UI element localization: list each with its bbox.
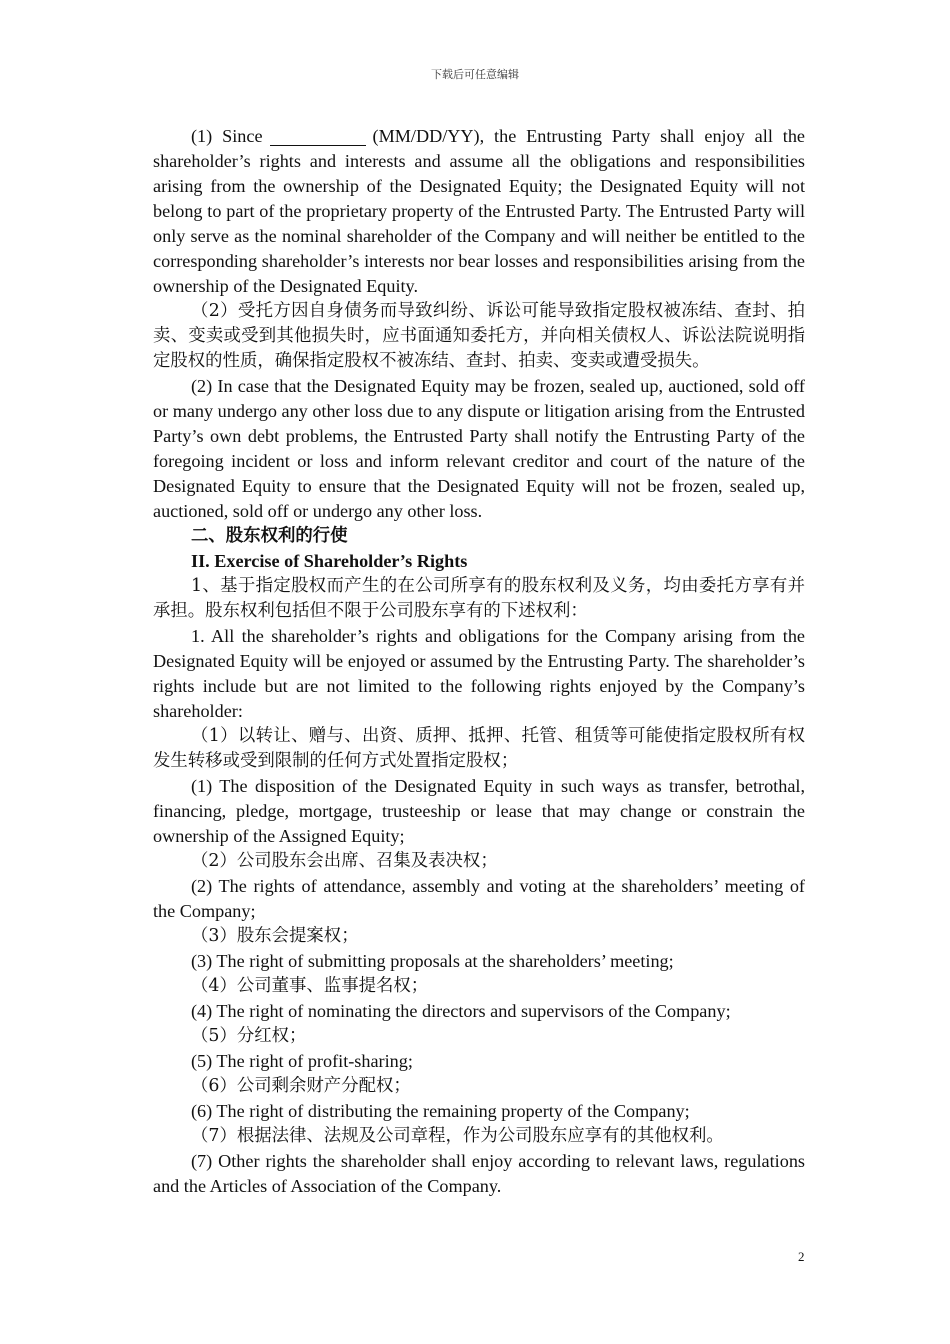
section-heading-cn: 二、股东权利的行使 — [191, 526, 348, 546]
clause-2-en: (2) In case that the Designated Equity may be frozen, sealed up, auctioned, sold off or many undergo any other loss due to any dispute or litigation arising from the Entrusted Party’s own debt problems, the Entrusted Party shall notify the Entrusting Party of the foregoing incident or loss and inform relevant creditor and court of the nature of the Designated Equity to ensure that the Designated Equity will not be frozen, sealed up, auctioned, sold off or undergo any other loss. — [153, 376, 805, 521]
right-1-cn: （1）以转让、赠与、出资、质押、抵押、托管、租赁等可能使指定股权所有权发生转移或受到限制的任何方式处置指定股权； — [153, 726, 805, 771]
date-blank — [270, 127, 366, 146]
right-4-en: (4) The right of nominating the directors and supervisors of the Company; — [191, 1001, 731, 1021]
section-1-cn: 1、基于指定股权而产生的在公司所享有的股东权利及义务，均由委托方享有并承担。股东权利包括但不限于公司股东享有的下述权利： — [153, 576, 805, 621]
right-3-en: (3) The right of submitting proposals at the shareholders’ meeting; — [191, 951, 674, 971]
document-body — [153, 124, 805, 1199]
right-3-cn: （3）股东会提案权； — [191, 926, 359, 946]
right-2-en: (2) The rights of attendance, assembly and voting at the shareholders’ meeting of the Company; — [153, 876, 805, 921]
section-heading-en: II. Exercise of Shareholder’s Rights — [191, 551, 468, 571]
right-6-cn: （6）公司剩余财产分配权； — [191, 1076, 411, 1096]
right-5-cn: （5）分红权； — [191, 1026, 307, 1046]
clause-2-cn: （2）受托方因自身债务而导致纠纷、诉讼可能导致指定股权被冻结、查封、拍卖、变卖或受到其他损失时，应书面通知委托方，并向相关债权人、诉讼法院说明指定股权的性质，确保指定股权不被冻结、查封、拍卖、变卖或遭受损失。 — [153, 301, 805, 371]
clause-1-en — [153, 124, 805, 299]
clause-1-en-body: (MM/DD/YY), the Entrusting Party shall enjoy all the shareholder’s rights and interests and assume all the obligations and responsibilities arising from the ownership of the Designated Equity; the Designated Equity will not belong to part of the proprietary property of the Entrusted Party. The Entrusted Party will only serve as the nominal shareholder of the Company and will neither be entitled to the corresponding shareholder’s interests nor bear losses and responsibilities arising from the ownership of the Designated Equity. — [153, 126, 805, 296]
page-header: 下载后可任意编辑 — [431, 68, 519, 81]
right-1-en: (1) The disposition of the Designated Equity in such ways as transfer, betrothal, financing, pledge, mortgage, trusteeship or lease that may change or constrain the ownership of the Assigned Equity; — [153, 776, 805, 846]
right-7-cn: （7）根据法律、法规及公司章程，作为公司股东应享有的其他权利。 — [191, 1126, 724, 1146]
right-2-cn: （2）公司股东会出席、召集及表决权； — [191, 851, 498, 871]
clause-1-en-lead: (1) Since — [191, 126, 263, 146]
page-number: 2 — [798, 1249, 805, 1264]
right-6-en: (6) The right of distributing the remaining property of the Company; — [191, 1101, 690, 1121]
right-5-en: (5) The right of profit-sharing; — [191, 1051, 413, 1071]
right-4-cn: （4）公司董事、监事提名权； — [191, 976, 429, 996]
right-7-en: (7) Other rights the shareholder shall enjoy according to relevant laws, regulations and the Articles of Association of the Company. — [153, 1151, 805, 1196]
section-1-en: 1. All the shareholder’s rights and obligations for the Company arising from the Designated Equity will be enjoyed or assumed by the Entrusting Party. The shareholder’s rights include but are not limited to the following rights enjoyed by the Company’s shareholder: — [153, 626, 805, 721]
